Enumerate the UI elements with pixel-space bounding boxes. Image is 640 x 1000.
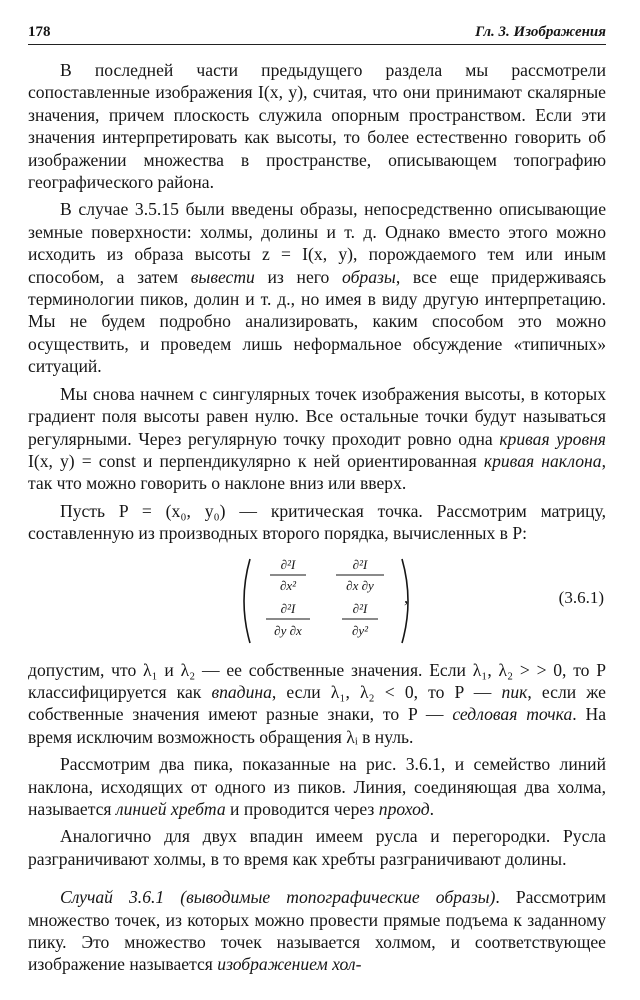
emphasis: образы xyxy=(342,266,396,287)
running-title: Гл. 3. Изображения xyxy=(475,24,606,40)
matrix-denominator-21: ∂y ∂x xyxy=(274,622,302,638)
text-run: . xyxy=(429,798,435,819)
equation-3-6-1 xyxy=(28,551,606,651)
paragraph-7: Аналогично для двух впадин имеем русла и перегородки. Русла разграничивают холмы, в то время как хребты разграничивают долины. xyxy=(28,826,606,869)
emphasis: пик xyxy=(501,681,528,702)
text-run: допустим, что λ₁ и λ₂ — ее собственные значения. Если λ₁, λ₂ > > 0, то P классифицируется как xyxy=(28,659,606,702)
matrix-numerator-22: ∂²I xyxy=(352,600,368,616)
emphasis: линией хребта xyxy=(115,798,226,819)
paragraph-4: Пусть P = (x₀, y₀) — критическая точка. Рассмотрим матрицу, составленную из производных второго порядка, вычисленных в P: xyxy=(28,500,606,544)
paragraph-1: В последней части предыдущего раздела мы рассмотрели сопоставленные изображения I(x, y), считая, что они принимают скалярные значения, причем плоскость служила опорным пространством. Если эти значения интерпретировать как высоты, то более естественно говорить об изображении множества в пространстве, описывающем топографию географического района. xyxy=(28,60,606,193)
paragraph-2 xyxy=(28,198,606,377)
text-run: . Рассмотрим множество точек, из которых можно провести прямые подъема к заданному пику. Это множество точек называется холмом, и соответствующее изображение называется xyxy=(28,887,606,975)
text-run: , так что можно говорить о наклоне вниз или вверх. xyxy=(28,450,606,494)
text-run: В случае 3.5.15 были введены образы, непосредственно описывающие земные поверхности: холмы, долины и т. д. Однако вместо этого можно исходить из образа высоты z = I(x, y), порождаемого тем или иным способом, а затем xyxy=(28,199,606,287)
paragraph-5 xyxy=(28,659,606,749)
hessian-matrix xyxy=(236,551,416,651)
paragraph-6 xyxy=(28,753,606,820)
matrix-numerator-11: ∂²I xyxy=(280,556,296,572)
case-heading: Случай 3.6.1 (выводимые топографические образы) xyxy=(60,887,496,908)
emphasis: впадина xyxy=(211,681,272,702)
emphasis: проход xyxy=(378,798,430,819)
paragraph-8 xyxy=(28,886,606,976)
text-run: и проводится через xyxy=(225,798,379,819)
text-run: из него xyxy=(254,266,343,287)
text-run: , все еще придерживаясь терминологии пиков, долин и т. д., но имея в виду другую интерпретацию. Мы не будем подробно анализировать, каким способом это можно осуществить, и проведем лишь неформальное обсуждение «типичных» ситуаций. xyxy=(28,266,606,377)
page-body xyxy=(28,59,606,976)
emphasis: изображением хол- xyxy=(217,954,362,975)
running-header xyxy=(28,22,606,45)
page-number: 178 xyxy=(28,24,51,40)
matrix-numerator-21: ∂²I xyxy=(280,600,296,616)
page xyxy=(28,22,606,981)
matrix-numerator-12: ∂²I xyxy=(352,556,368,572)
text-run: , если λ₁, λ₂ < 0, то P — xyxy=(271,681,502,702)
equation-number: (3.6.1) xyxy=(558,587,604,607)
emphasis: вывести xyxy=(190,266,255,287)
emphasis: кривая уровня xyxy=(499,428,606,449)
text-run: I(x, y) = const и перпендикулярно к ней ориентированная xyxy=(28,450,484,471)
matrix-denominator-11: ∂x² xyxy=(279,577,297,593)
equation-comma: , xyxy=(404,587,409,607)
emphasis: кривая наклона xyxy=(483,450,602,471)
left-paren xyxy=(244,559,250,643)
paragraph-3 xyxy=(28,383,606,495)
text-run: , если же собственные значения имеют разные знаки, то P — xyxy=(28,681,606,725)
text-run: . На время исключим возможность обращения λᵢ в нуль. xyxy=(28,704,607,747)
matrix-denominator-22: ∂y² xyxy=(351,622,369,638)
matrix-denominator-12: ∂x ∂y xyxy=(346,577,374,593)
text-run: Мы снова начнем с сингулярных точек изображения высоты, в которых градиент поля высоты равен нулю. Все остальные точки будут называться регулярными. Через регулярную точку проходит ровно одна xyxy=(28,383,606,449)
text-run: Рассмотрим два пика, показанные на рис. 3.6.1, и семейство линий наклона, исходящих от одного из пиков. Линия, соединяющая два холма, называется xyxy=(28,754,606,819)
emphasis: седловая точка xyxy=(452,704,573,725)
